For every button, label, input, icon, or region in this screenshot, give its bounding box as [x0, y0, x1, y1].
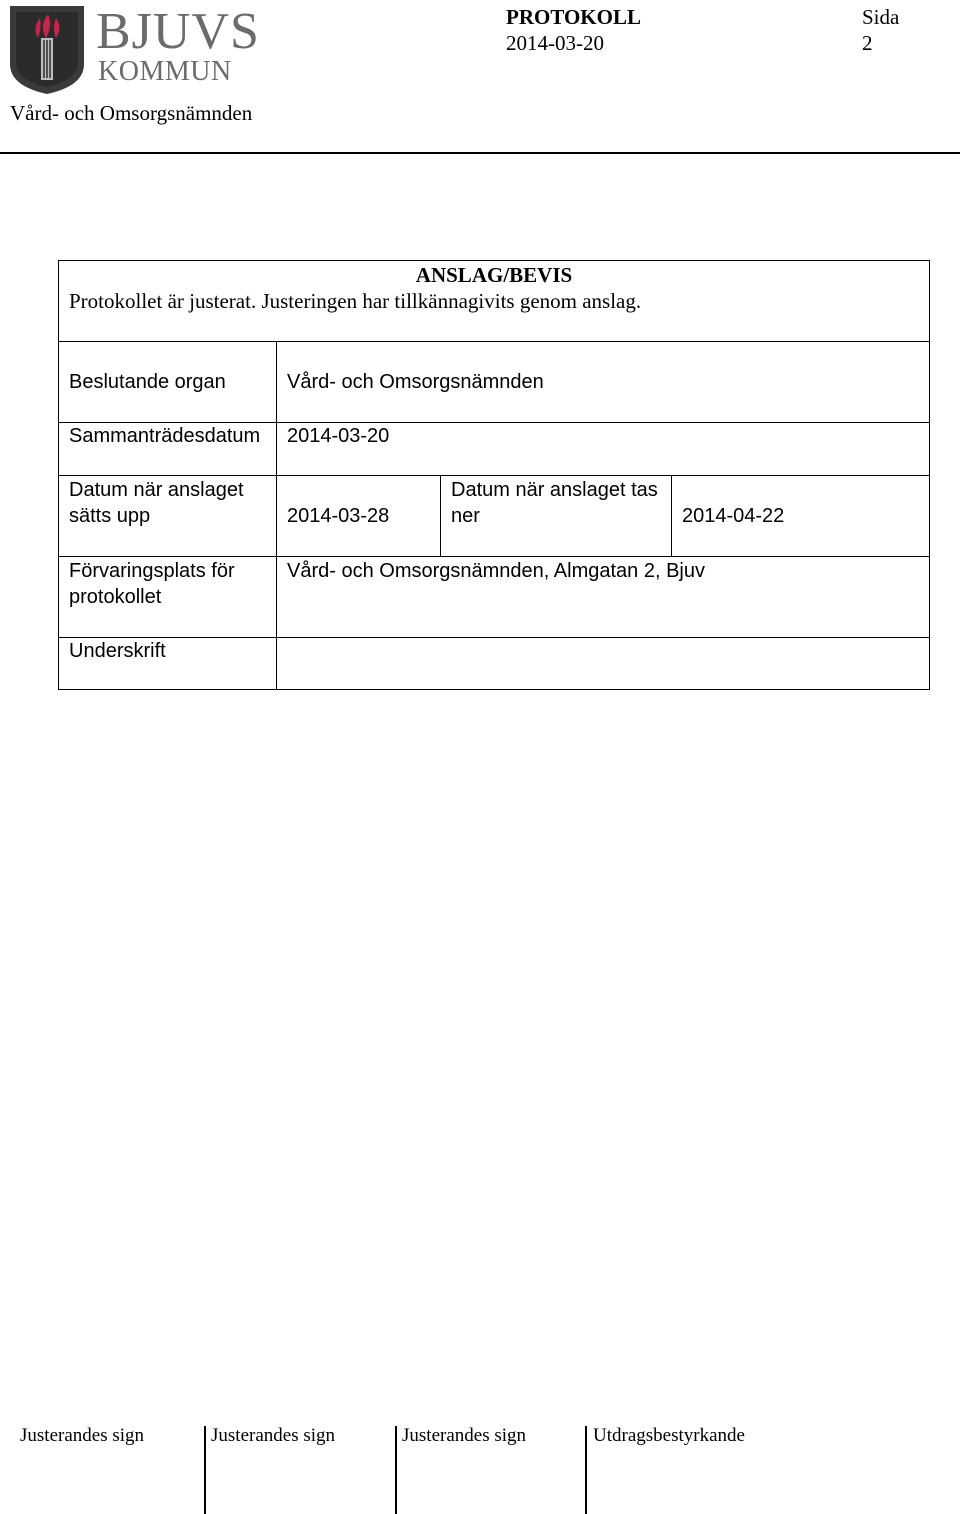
column-divider: [276, 341, 277, 690]
posted-date-value: 2014-03-28: [287, 505, 390, 527]
notice-title: ANSLAG/BEVIS: [415, 263, 573, 287]
row-divider: [59, 475, 929, 476]
footer-divider: [395, 1426, 397, 1514]
municipality-logo: [8, 3, 260, 96]
storage-label-line2: protokollet: [69, 586, 162, 608]
page-label: Sida: [862, 5, 900, 29]
footer-extract-certification: Utdragsbestyrkande: [593, 1425, 745, 1446]
posted-date-label-line1: Datum när anslaget: [69, 479, 244, 501]
column-divider: [440, 475, 441, 556]
logo-line-2: KOMMUN: [98, 56, 232, 87]
row-divider: [59, 637, 929, 638]
column-divider: [671, 475, 672, 556]
removed-date-value: 2014-04-22: [682, 505, 785, 527]
footer-divider: [585, 1426, 587, 1514]
torch-shield-icon: [8, 4, 88, 96]
meeting-date-label: Sammanträdesdatum: [69, 425, 261, 447]
storage-value: Vård- och Omsorgsnämnden, Almgatan 2, Bjuv: [287, 560, 705, 582]
footer-divider: [204, 1426, 206, 1514]
row-divider: [59, 556, 929, 557]
document-type: PROTOKOLL: [506, 5, 641, 29]
page-number: 2: [862, 31, 873, 55]
footer-sign-3: Justerandes sign: [402, 1425, 527, 1446]
footer-sign-1: Justerandes sign: [20, 1425, 145, 1446]
notice-box: [58, 260, 930, 690]
row-divider: [59, 341, 929, 342]
decision-body-value: Vård- och Omsorgsnämnden: [287, 371, 544, 393]
meeting-date-value: 2014-03-20: [287, 425, 390, 447]
removed-date-label-line2: ner: [451, 505, 480, 527]
removed-date-label-line1: Datum när anslaget tas: [451, 479, 658, 501]
footer-sign-2: Justerandes sign: [211, 1425, 336, 1446]
signature-label: Underskrift: [69, 640, 166, 662]
posted-date-label-line2: sätts upp: [69, 505, 151, 527]
organization-name: Vård- och Omsorgsnämnden: [10, 101, 253, 125]
logo-line-1: BJUVS: [96, 3, 260, 60]
decision-body-label: Beslutande organ: [69, 371, 226, 393]
document-date: 2014-03-20: [506, 31, 604, 55]
header-divider: [0, 152, 960, 154]
storage-label-line1: Förvaringsplats för: [69, 560, 235, 582]
notice-subtitle: Protokollet är justerat. Justeringen har tillkännagivits genom anslag.: [69, 289, 642, 313]
